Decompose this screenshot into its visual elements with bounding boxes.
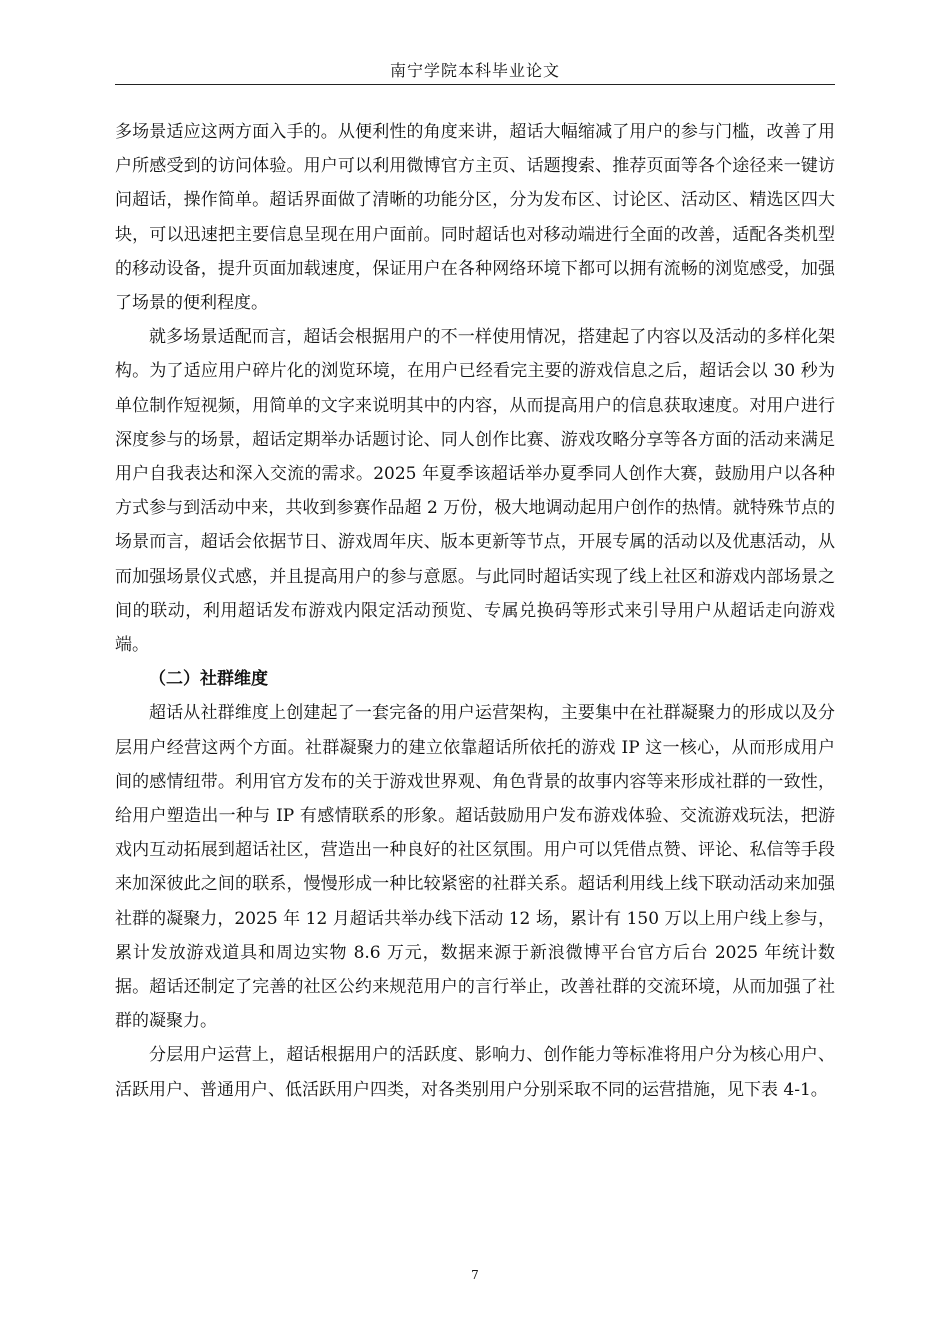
body-text: [115, 115, 835, 1107]
page-number: 7: [471, 1268, 479, 1282]
paragraph-community: 超话从社群维度上创建起了一套完备的用户运营架构，主要集中在社群凝聚力的形成以及分层用户经营这两个方面。社群凝聚力的建立依靠超话所依托的游戏 IP 这一核心，从而形成用户间的感情纽带。利用官方发布的关于游戏世界观、角色背景的故事内容等来形成社群的一致性，给用户塑造出一种与 IP 有感情联系的形象。超话鼓励用户发布游戏体验、交流游戏玩法，把游戏内互动拓展到超话社区，营造出一种良好的社区氛围。用户可以凭借点赞、评论、私信等手段来加深彼此之间的联系，慢慢形成一种比较紧密的社群关系。超话利用线上线下联动活动来加强社群的凝聚力，2025 年 12 月超话共举办线下活动 12 场，累计有 150 万以上用户线上参与，累计发放游戏道具和周边实物 8.6 万元，数据来源于新浪微博平台官方后台 2025 年统计数据。超话还制定了完善的社区公约来规范用户的言行举止，改善社群的交流环境，从而加强了社群的凝聚力。: [115, 703, 835, 1032]
paragraph-convenience: 多场景适应这两方面入手的。从便利性的角度来讲，超话大幅缩减了用户的参与门槛，改善了用户所感受到的访问体验。用户可以利用微博官方主页、话题搜索、推荐页面等各个途径来一键访问超话，操作简单。超话界面做了清晰的功能分区，分为发布区、讨论区、活动区、精选区四大块，可以迅速把主要信息呈现在用户面前。同时超话也对移动端进行全面的改善，适配各类机型的移动设备，提升页面加载速度，保证用户在各种网络环境下都可以拥有流畅的浏览感受，加强了场景的便利程度。: [115, 122, 835, 314]
header-rule: [115, 84, 835, 85]
running-header: 南宁学院本科毕业论文: [389, 61, 560, 80]
paragraph-user-tiers: 分层用户运营上，超话根据用户的活跃度、影响力、创作能力等标准将用户分为核心用户、活跃用户、普通用户、低活跃用户四类，对各类别用户分别采取不同的运营措施，见下表 4-1。: [115, 1045, 835, 1100]
paragraph-multi-scene: 就多场景适配而言，超话会根据用户的不一样使用情况，搭建起了内容以及活动的多样化架构。为了适应用户碎片化的浏览环境，在用户已经看完主要的游戏信息之后，超话会以 30 秒为单位制作短视频，用简单的文字来说明其中的内容，从而提高用户的信息获取速度。对用户进行深度参与的场景，超话定期举办话题讨论、同人创作比赛、游戏攻略分享等各方面的活动来满足用户自我表达和深入交流的需求。2025 年夏季该超话举办夏季同人创作大赛，鼓励用户以各种方式参与到活动中来，共收到参赛作品超 2 万份，极大地调动起用户创作的热情。就特殊节点的场景而言，超话会依据节日、游戏周年庆、版本更新等节点，开展专属的活动以及优惠活动，从而加强场景仪式感，并且提高用户的参与意愿。与此同时超话实现了线上社区和游戏内部场景之间的联动，利用超话发布游戏内限定活动预览、专属兑换码等形式来引导用户从超话走向游戏端。: [115, 327, 835, 656]
section-heading: （二）社群维度: [149, 669, 268, 690]
